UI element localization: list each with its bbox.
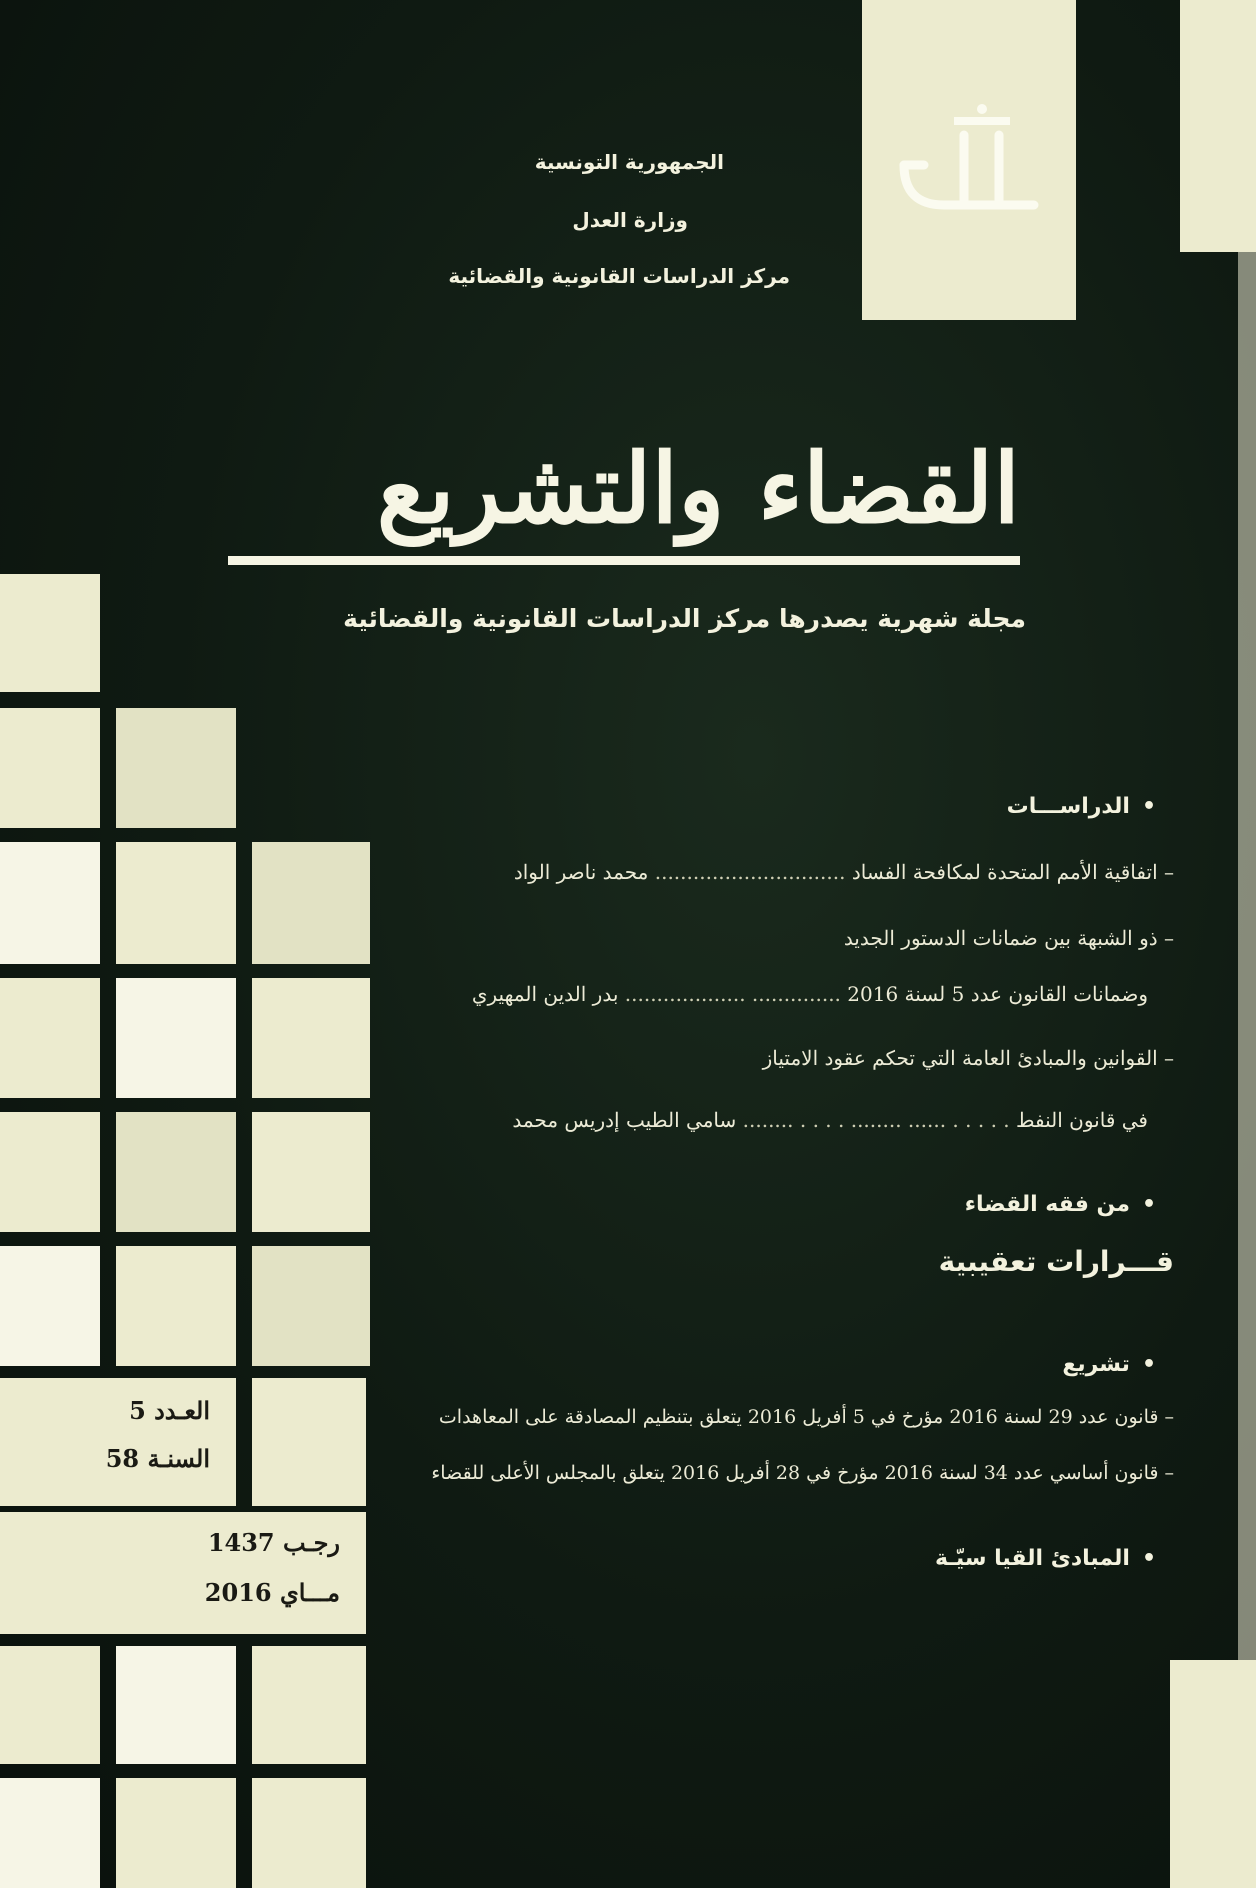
decor-tile xyxy=(116,1646,236,1764)
decor-tile xyxy=(252,842,370,964)
study-entry xyxy=(514,860,1174,884)
study-title: – القوانين والمبادئ العامة التي تحكم عقود الامتياز xyxy=(762,1046,1174,1070)
study-entry xyxy=(844,926,1174,950)
decor-tile xyxy=(116,978,236,1098)
decor-tile xyxy=(1170,1660,1256,1888)
issue-date-box xyxy=(0,1512,366,1634)
study-title: – ذو الشبهة بين ضمانات الدستور الجديد xyxy=(843,926,1174,950)
principles-heading xyxy=(935,1546,1156,1571)
leader-dots: .............................. xyxy=(654,860,846,884)
decor-tile xyxy=(0,842,100,964)
issue-number-box xyxy=(0,1378,236,1506)
bullet-icon: • xyxy=(1141,1192,1156,1217)
issue-year: السنـة 58 xyxy=(105,1444,210,1473)
decor-tile xyxy=(252,1778,366,1888)
legislation-entry: – قانون أساسي عدد 34 لسنة 2016 مؤرخ في 28 أفريل 2016 يتعلق بالمجلس الأعلى للقضاء xyxy=(431,1462,1174,1484)
study-author: بدر الدين المهيري xyxy=(471,982,619,1006)
decor-tile xyxy=(0,1246,100,1366)
legislation-heading xyxy=(1062,1352,1156,1377)
study-title: وضمانات القانون عدد 5 لسنة 2016 xyxy=(847,982,1148,1006)
decor-tile xyxy=(252,1246,370,1366)
decor-tile xyxy=(252,1646,366,1764)
study-entry xyxy=(763,1046,1174,1070)
decor-tile xyxy=(252,1112,370,1232)
decor-tile xyxy=(0,1646,100,1764)
decor-tile xyxy=(0,1778,100,1888)
jurisprudence-heading xyxy=(965,1192,1156,1217)
jurisprudence-heading-text: من فقه القضاء xyxy=(964,1192,1130,1217)
study-entry xyxy=(472,982,1148,1006)
bullet-icon: • xyxy=(1141,1352,1156,1377)
decor-tile xyxy=(116,1778,236,1888)
decor-tile xyxy=(252,1378,366,1506)
study-title: – اتفاقية الأمم المتحدة لمكافحة الفساد xyxy=(851,860,1174,884)
study-author: محمد ناصر الواد xyxy=(513,860,649,884)
journal-subtitle: مجلة شهرية يصدرها مركز الدراسات القانونية والقضائية xyxy=(343,604,1026,633)
decor-tile xyxy=(116,708,236,828)
center-name: مركز الدراسات القانونية والقضائية xyxy=(448,264,790,288)
decor-tile xyxy=(0,1112,100,1232)
decor-tile xyxy=(0,574,100,692)
principles-heading-text: المبادئ القيا سيّـة xyxy=(935,1546,1130,1571)
studies-heading xyxy=(1007,794,1156,819)
gregorian-date: مـــاي 2016 xyxy=(204,1578,340,1607)
decor-tile xyxy=(0,708,100,828)
logo-tile xyxy=(862,0,1076,320)
decor-tile xyxy=(116,1246,236,1366)
bullet-icon: • xyxy=(1141,794,1156,819)
decor-tile xyxy=(252,978,370,1098)
study-author: سامي الطيب إدريس محمد xyxy=(512,1108,737,1132)
decor-tile xyxy=(116,842,236,964)
decor-tile xyxy=(116,1112,236,1232)
studies-heading-text: الدراســـات xyxy=(1006,794,1130,819)
scales-of-justice-icon xyxy=(884,95,1054,225)
leader-dots: .............. ................... xyxy=(624,982,841,1006)
study-title: في قانون النفط xyxy=(1016,1108,1148,1132)
legislation-entry: – قانون عدد 29 لسنة 2016 مؤرخ في 5 أفريل 2016 يتعلق بتنظيم المصادقة على المعاهدات xyxy=(438,1406,1174,1428)
study-entry xyxy=(512,1108,1148,1132)
journal-title: القضاء والتشريع xyxy=(376,432,1020,545)
page-edge xyxy=(1238,0,1256,1888)
bullet-icon: • xyxy=(1141,1546,1156,1571)
title-underline xyxy=(228,556,1020,565)
decor-tile xyxy=(1180,0,1256,252)
ministry-name: وزارة العدل xyxy=(572,208,688,232)
country-name: الجمهورية التونسية xyxy=(534,150,724,174)
decor-tile xyxy=(0,978,100,1098)
hijri-date: رجـب 1437 xyxy=(207,1528,340,1557)
leader-dots: . . . . . ...... ........ . . . . ........ xyxy=(742,1108,1010,1132)
jurisprudence-caption: قـــرارات تعقيبية xyxy=(938,1245,1174,1278)
legislation-heading-text: تشريع xyxy=(1062,1352,1130,1377)
issue-number: العـدد 5 xyxy=(129,1396,210,1425)
